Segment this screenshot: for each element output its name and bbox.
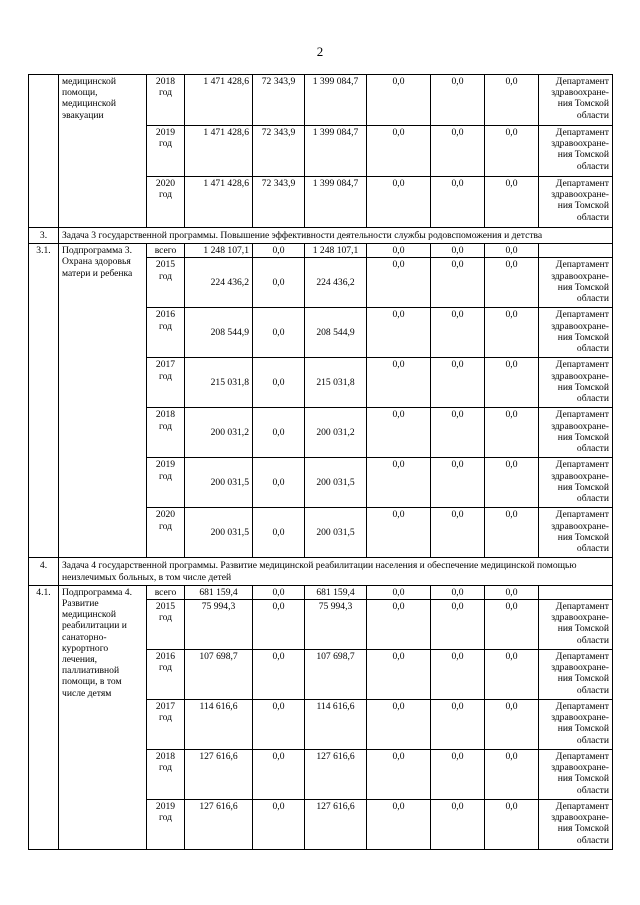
year-cell: 2019 год [147,800,185,850]
table-row [29,585,613,599]
regional-cell: 200 031,2 [305,408,367,458]
regional-cell: 681 159,4 [305,585,367,599]
regional-cell: 1 248 107,1 [305,244,367,258]
year-cell: 2019 год [147,126,185,177]
table-row [29,75,613,126]
total-cell: 1 471 428,6 [185,126,253,177]
regional-cell: 114 616,6 [305,700,367,750]
value-cell: 0,0 [431,458,485,508]
year-cell: 2020 год [147,508,185,558]
measure-name: медицинской помощи, медицинской эвакуации [59,75,147,228]
regional-cell: 1 399 084,7 [305,126,367,177]
section-number: 3. [29,228,59,244]
total-cell: 1 248 107,1 [185,244,253,258]
executor-cell [539,585,613,599]
value-cell: 0,0 [367,700,431,750]
value-cell: 0,0 [431,358,485,408]
regional-cell: 215 031,8 [305,358,367,408]
regional-cell: 1 399 084,7 [305,177,367,228]
value-cell: 0,0 [485,75,539,126]
value-cell: 0,0 [367,258,431,308]
year-cell: всего [147,244,185,258]
page-number: 2 [316,44,324,59]
value-cell: 0,0 [431,75,485,126]
year-cell: всего [147,585,185,599]
value-cell: 0,0 [367,358,431,408]
regional-cell: 1 399 084,7 [305,75,367,126]
regional-cell: 75 994,3 [305,600,367,650]
executor-cell: Департамент здравоохране-ния Томской области [539,650,613,700]
year-cell: 2016 год [147,650,185,700]
value-cell: 0,0 [431,244,485,258]
value-cell: 0,0 [485,800,539,850]
year-cell: 2019 год [147,458,185,508]
total-cell: 127 616,6 [185,800,253,850]
executor-cell: Департамент здравоохране-ния Томской области [539,700,613,750]
value-cell: 0,0 [431,800,485,850]
federal-cell: 0,0 [253,600,305,650]
year-cell: 2015 год [147,600,185,650]
section-title: Задача 3 государственной программы. Повышение эффективности деятельности службы родовспоможения и детства [59,228,613,244]
year-cell: 2018 год [147,750,185,800]
value-cell: 0,0 [485,308,539,358]
value-cell: 0,0 [431,700,485,750]
executor-cell: Департамент здравоохране-ния Томской области [539,600,613,650]
value-cell: 0,0 [367,585,431,599]
value-cell: 0,0 [367,75,431,126]
budget-table [28,74,613,850]
total-cell: 114 616,6 [185,700,253,750]
value-cell: 0,0 [367,650,431,700]
total-cell: 127 616,6 [185,750,253,800]
value-cell: 0,0 [367,800,431,850]
federal-cell: 72 343,9 [253,177,305,228]
value-cell: 0,0 [485,408,539,458]
federal-cell: 0,0 [253,508,305,558]
year-cell: 2020 год [147,177,185,228]
executor-cell: Департамент здравоохране-ния Томской области [539,258,613,308]
year-cell: 2018 год [147,408,185,458]
value-cell: 0,0 [367,408,431,458]
executor-cell: Департамент здравоохране-ния Томской области [539,177,613,228]
total-cell: 200 031,2 [185,408,253,458]
subprogram-name: Подпрограмма 4. Развитие медицинской реабилитации и санаторно-курортного лечения, паллиативной помощи, в том числе детям [59,585,147,849]
value-cell: 0,0 [485,458,539,508]
federal-cell: 0,0 [253,458,305,508]
federal-cell: 0,0 [253,750,305,800]
subprogram-name: Подпрограмма 3. Охрана здоровья матери и ребенка [59,244,147,558]
executor-cell: Департамент здравоохране-ния Томской области [539,408,613,458]
value-cell: 0,0 [485,508,539,558]
value-cell: 0,0 [367,244,431,258]
federal-cell: 72 343,9 [253,126,305,177]
value-cell: 0,0 [485,600,539,650]
regional-cell: 224 436,2 [305,258,367,308]
value-cell: 0,0 [485,750,539,800]
value-cell: 0,0 [367,308,431,358]
value-cell: 0,0 [485,244,539,258]
value-cell: 0,0 [431,258,485,308]
value-cell: 0,0 [431,308,485,358]
total-cell: 107 698,7 [185,650,253,700]
value-cell: 0,0 [485,258,539,308]
value-cell: 0,0 [485,358,539,408]
value-cell: 0,0 [485,700,539,750]
regional-cell: 127 616,6 [305,750,367,800]
federal-cell: 72 343,9 [253,75,305,126]
regional-cell: 208 544,9 [305,308,367,358]
executor-cell: Департамент здравоохране-ния Томской области [539,458,613,508]
value-cell: 0,0 [431,585,485,599]
total-cell: 1 471 428,6 [185,75,253,126]
year-cell: 2016 год [147,308,185,358]
federal-cell: 0,0 [253,244,305,258]
executor-cell: Департамент здравоохране-ния Томской области [539,308,613,358]
federal-cell: 0,0 [253,700,305,750]
section-title: Задача 4 государственной программы. Развитие медицинской реабилитации населения и обеспечение медицинской помощью неизлечимых больных, в том числе детей [59,558,613,585]
year-cell: 2018 год [147,75,185,126]
value-cell: 0,0 [367,458,431,508]
federal-cell: 0,0 [253,408,305,458]
regional-cell: 107 698,7 [305,650,367,700]
federal-cell: 0,0 [253,650,305,700]
value-cell: 0,0 [431,650,485,700]
executor-cell: Департамент здравоохране-ния Томской области [539,750,613,800]
value-cell: 0,0 [431,508,485,558]
section-number: 4. [29,558,59,585]
value-cell: 0,0 [431,408,485,458]
federal-cell: 0,0 [253,308,305,358]
value-cell: 0,0 [431,177,485,228]
year-cell: 2017 год [147,700,185,750]
value-cell: 0,0 [367,750,431,800]
regional-cell: 200 031,5 [305,508,367,558]
section-row [29,558,613,585]
total-cell: 200 031,5 [185,508,253,558]
value-cell: 0,0 [367,177,431,228]
value-cell: 0,0 [485,177,539,228]
executor-cell: Департамент здравоохране-ния Томской области [539,800,613,850]
executor-cell: Департамент здравоохране-ния Томской области [539,126,613,177]
federal-cell: 0,0 [253,258,305,308]
regional-cell: 127 616,6 [305,800,367,850]
executor-cell: Департамент здравоохране-ния Томской области [539,75,613,126]
federal-cell: 0,0 [253,800,305,850]
federal-cell: 0,0 [253,585,305,599]
total-cell: 215 031,8 [185,358,253,408]
value-cell: 0,0 [367,508,431,558]
row-number-cell: 4.1. [29,585,59,849]
row-number-cell: 3.1. [29,244,59,558]
executor-cell: Департамент здравоохране-ния Томской области [539,508,613,558]
table-row [29,244,613,258]
value-cell: 0,0 [367,600,431,650]
regional-cell: 200 031,5 [305,458,367,508]
section-row [29,228,613,244]
value-cell: 0,0 [431,750,485,800]
year-cell: 2017 год [147,358,185,408]
value-cell: 0,0 [485,650,539,700]
value-cell: 0,0 [485,126,539,177]
executor-cell [539,244,613,258]
total-cell: 75 994,3 [185,600,253,650]
value-cell: 0,0 [431,126,485,177]
year-cell: 2015 год [147,258,185,308]
federal-cell: 0,0 [253,358,305,408]
total-cell: 208 544,9 [185,308,253,358]
value-cell: 0,0 [431,600,485,650]
value-cell: 0,0 [485,585,539,599]
value-cell: 0,0 [367,126,431,177]
total-cell: 1 471 428,6 [185,177,253,228]
total-cell: 681 159,4 [185,585,253,599]
total-cell: 200 031,5 [185,458,253,508]
total-cell: 224 436,2 [185,258,253,308]
row-number-cell [29,75,59,228]
executor-cell: Департамент здравоохране-ния Томской области [539,358,613,408]
